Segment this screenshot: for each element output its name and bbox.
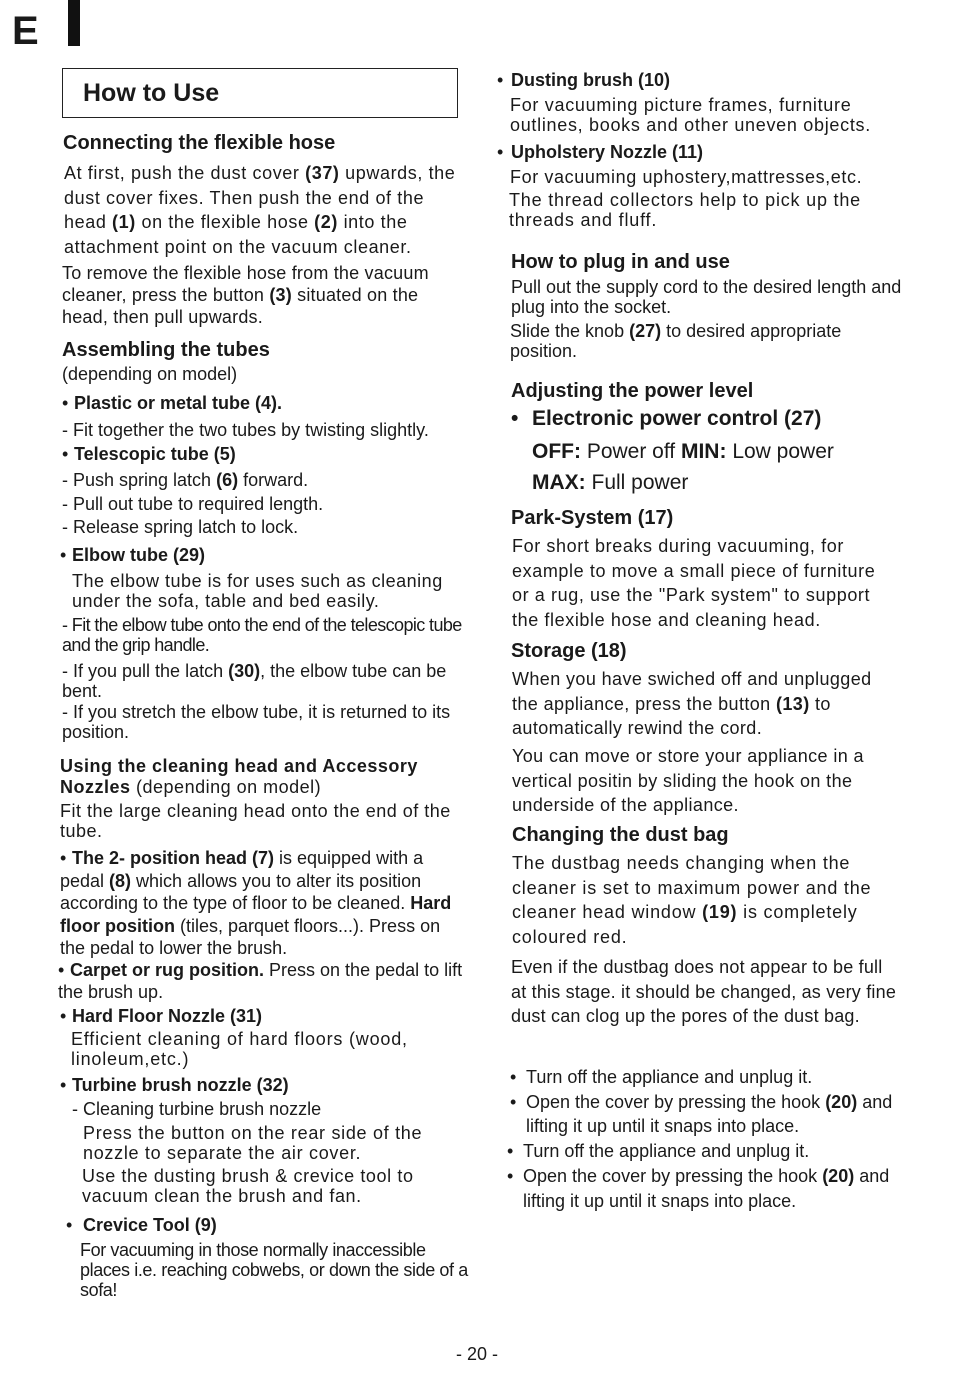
subtitle: Hard floor position	[60, 893, 452, 936]
text: situated on the head, then pull upwards.	[62, 285, 419, 327]
dustbag-paragraph-2: Even if the dustbag does not appear to be full at this stage. it should be changed, as very fine dust can clog up the pores of the dust bag.	[511, 957, 897, 1026]
storage-paragraph-1	[512, 667, 902, 741]
tubes-heading: Assembling the tubes	[62, 339, 270, 361]
power-heading: Adjusting the power level	[511, 380, 754, 402]
cleaning-intro: Fit the large cleaning head onto the end of the tube.	[60, 801, 451, 841]
bullet-title: Telescopic tube (5)	[74, 444, 236, 464]
text: - Push spring latch	[62, 470, 217, 490]
elbow-tube-step-3: - If you stretch the elbow tube, it is returned to its position.	[62, 702, 451, 742]
text: forward.	[238, 470, 309, 490]
text: To remove the flexible hose from the vacuum cleaner, press the button	[62, 263, 429, 305]
bullet-crevice-tool	[66, 1215, 466, 1236]
bullet-dot: •	[507, 1141, 514, 1161]
section-title: How to Use	[83, 79, 220, 107]
power-label: MIN:	[680, 440, 727, 463]
elbow-tube-step-2	[62, 661, 468, 701]
bullet-carpet-position	[58, 959, 466, 1003]
text: Turn off the appliance and unplug it.	[526, 1067, 813, 1087]
ref-number: (13)	[775, 693, 810, 714]
text: Turn off the appliance and unplug it.	[523, 1141, 810, 1161]
ref-number: (7)	[252, 848, 275, 868]
bullet-title: Electronic power control (27)	[532, 407, 822, 430]
storage-heading: Storage (18)	[511, 640, 627, 662]
bullet-dot: •	[510, 1067, 517, 1087]
text: Open the cover by pressing the hook	[523, 1166, 823, 1186]
turbine-brush-step-1: - Cleaning turbine brush nozzle	[72, 1099, 322, 1119]
text: When you have swiched off and unplugged the appliance, press the button	[512, 669, 872, 714]
bullet-title: Crevice Tool (9)	[83, 1215, 217, 1235]
text: (tiles, parquet floors...). Press on the pedal to lower the brush.	[60, 915, 441, 958]
bullet-dot: •	[62, 393, 69, 413]
connecting-heading: Connecting the flexible hose	[63, 132, 336, 154]
upholstery-description-1: For vacuuming uphostery,mattresses,etc.	[510, 167, 863, 187]
bullet-dot: •	[60, 1006, 67, 1026]
ref-number: (30)	[228, 661, 261, 681]
bullet-title: Plastic or metal tube (4).	[74, 393, 283, 413]
tubes-subheading: (depending on model)	[62, 364, 238, 384]
bullet-title: Hard Floor Nozzle (31)	[72, 1006, 263, 1026]
text: - If you pull the latch	[62, 661, 229, 681]
cleaning-heading	[60, 756, 466, 798]
telescopic-step-1	[62, 470, 462, 491]
ref-number: (37)	[305, 163, 340, 183]
ref-number: (27)	[629, 321, 662, 341]
text: Power off	[580, 440, 681, 463]
bullet-dot: •	[66, 1215, 73, 1235]
bullet-dusting-brush	[497, 70, 907, 91]
bullet-title: Turbine brush nozzle (32)	[72, 1075, 289, 1095]
bullet-dot: •	[60, 545, 67, 565]
elbow-tube-description: The elbow tube is for uses such as cleaning under the sofa, table and bed easily.	[72, 571, 443, 611]
ref-number: (6)	[216, 470, 239, 490]
park-heading: Park-System (17)	[511, 507, 674, 529]
power-bullet	[511, 406, 911, 432]
text: The dustbag needs changing when the cleaner is set to maximum power and the cleaner head window	[512, 853, 872, 922]
bullet-upholstery-nozzle	[497, 142, 907, 163]
dustbag-paragraph-1	[512, 851, 904, 949]
elbow-tube-step-1: - Fit the elbow tube onto the end of the telescopic tube and the grip handle.	[62, 615, 462, 655]
text: and lifting it up until it snaps into place.	[523, 1166, 890, 1211]
bullet-plastic-tube	[62, 393, 462, 414]
ref-number: (3)	[269, 285, 292, 305]
text: to desired appropriate position.	[510, 321, 842, 361]
text: is equipped with a pedal	[60, 848, 424, 891]
text: upwards, the dust cover fixes. Then push the end of the head	[64, 163, 456, 232]
upholstery-description-2: The thread collectors help to pick up the threads and fluff.	[509, 190, 861, 230]
bullet-dot: •	[60, 1075, 67, 1095]
hard-floor-nozzle-description: Efficient cleaning of hard floors (wood, linoleum,etc.)	[71, 1029, 408, 1069]
ref-number: (20)	[825, 1092, 858, 1112]
bullet-dot: •	[58, 960, 65, 980]
storage-paragraph-2: You can move or store your appliance in a vertical positin by sliding the hook on the underside of the appliance.	[512, 746, 864, 815]
plug-paragraph-2	[510, 321, 910, 361]
ref-number: (20)	[822, 1166, 855, 1186]
dustbag-step-3	[507, 1140, 907, 1162]
text: to automatically rewind the cord.	[512, 693, 831, 738]
bullet-dot: •	[497, 70, 504, 90]
bullet-dot: •	[507, 1166, 514, 1186]
bullet-hard-floor-nozzle	[60, 1006, 466, 1027]
text: is completely coloured red.	[512, 902, 858, 947]
bullet-dot: •	[511, 407, 519, 430]
bullet-elbow-tube	[60, 545, 460, 566]
power-label: OFF:	[532, 440, 581, 463]
text: Low power	[726, 440, 834, 463]
ref-number: (1)	[112, 212, 136, 232]
power-label: MAX:	[532, 471, 586, 494]
crevice-tool-description: For vacuuming in those normally inaccessible places i.e. reaching cobwebs, or down the side of a sofa!	[80, 1240, 468, 1300]
text: Full power	[585, 471, 689, 494]
bullet-turbine-brush	[60, 1075, 466, 1096]
dustbag-heading: Changing the dust bag	[512, 824, 729, 846]
bullet-dot: •	[62, 444, 69, 464]
bullet-dot: •	[510, 1092, 517, 1112]
bullet-title: Elbow tube (29)	[72, 545, 206, 565]
plastic-tube-step-1: - Fit together the two tubes by twisting slightly.	[62, 420, 429, 440]
page-number: - 20 -	[455, 1344, 498, 1364]
text: , the elbow tube can be bent.	[62, 661, 447, 701]
telescopic-step-3: - Release spring latch to lock.	[62, 517, 299, 537]
dustbag-step-2	[510, 1090, 910, 1138]
ref-number: (19)	[702, 902, 738, 922]
text: At first, push the dust cover	[64, 163, 306, 183]
dustbag-step-1	[510, 1066, 910, 1088]
bullet-dot: •	[497, 142, 504, 162]
heading-text: Using the cleaning head and Accessory Nozzles	[60, 756, 418, 797]
text: which allows you to alter its position according to the type of floor to be cleaned.	[60, 870, 422, 913]
section-title-box	[62, 68, 458, 118]
park-description: For short breaks during vacuuming, for example to move a small piece of furniture or a rug, use the "Park system" to support the flexible hose and cleaning head.	[512, 536, 876, 630]
text: on the flexible hose	[135, 212, 315, 232]
text: into the attachment point on the vacuum cleaner.	[64, 212, 412, 257]
plug-heading: How to plug in and use	[511, 251, 730, 273]
dusting-brush-description: For vacuuming picture frames, furniture outlines, books and other uneven objects.	[510, 95, 871, 135]
bullet-title: Dusting brush (10)	[511, 70, 671, 90]
text: and lifting it up until it snaps into place.	[526, 1092, 893, 1136]
heading-note: (depending on model)	[130, 777, 322, 797]
bullet-dot: •	[60, 848, 67, 868]
ref-number: (8)	[109, 870, 132, 891]
text: Open the cover by pressing the hook	[526, 1092, 826, 1112]
text: Press on the pedal to lift the brush up.	[58, 960, 463, 1002]
language-marker-bar	[68, 0, 80, 46]
bullet-two-position-head	[60, 847, 466, 960]
bullet-title: Carpet or rug position.	[70, 960, 265, 980]
turbine-brush-instruction-1: Press the button on the rear side of the nozzle to separate the air cover.	[83, 1123, 423, 1163]
dustbag-step-4	[507, 1164, 907, 1213]
connecting-paragraph-2	[62, 262, 462, 328]
bullet-title: The 2- position head	[72, 848, 253, 868]
plug-paragraph-1: Pull out the supply cord to the desired length and plug into the socket.	[511, 277, 902, 317]
telescopic-step-2: - Pull out tube to required length.	[62, 494, 324, 514]
bullet-telescopic-tube	[62, 444, 462, 465]
turbine-brush-instruction-2: Use the dusting brush & crevice tool to vacuum clean the brush and fan.	[82, 1166, 414, 1206]
text: Slide the knob	[510, 321, 630, 341]
bullet-title: Upholstery Nozzle (11)	[511, 142, 704, 162]
power-max	[532, 467, 912, 498]
power-off-min	[532, 436, 912, 467]
language-marker: E	[12, 9, 39, 53]
connecting-paragraph-1	[64, 161, 460, 259]
ref-number: (2)	[314, 212, 338, 232]
